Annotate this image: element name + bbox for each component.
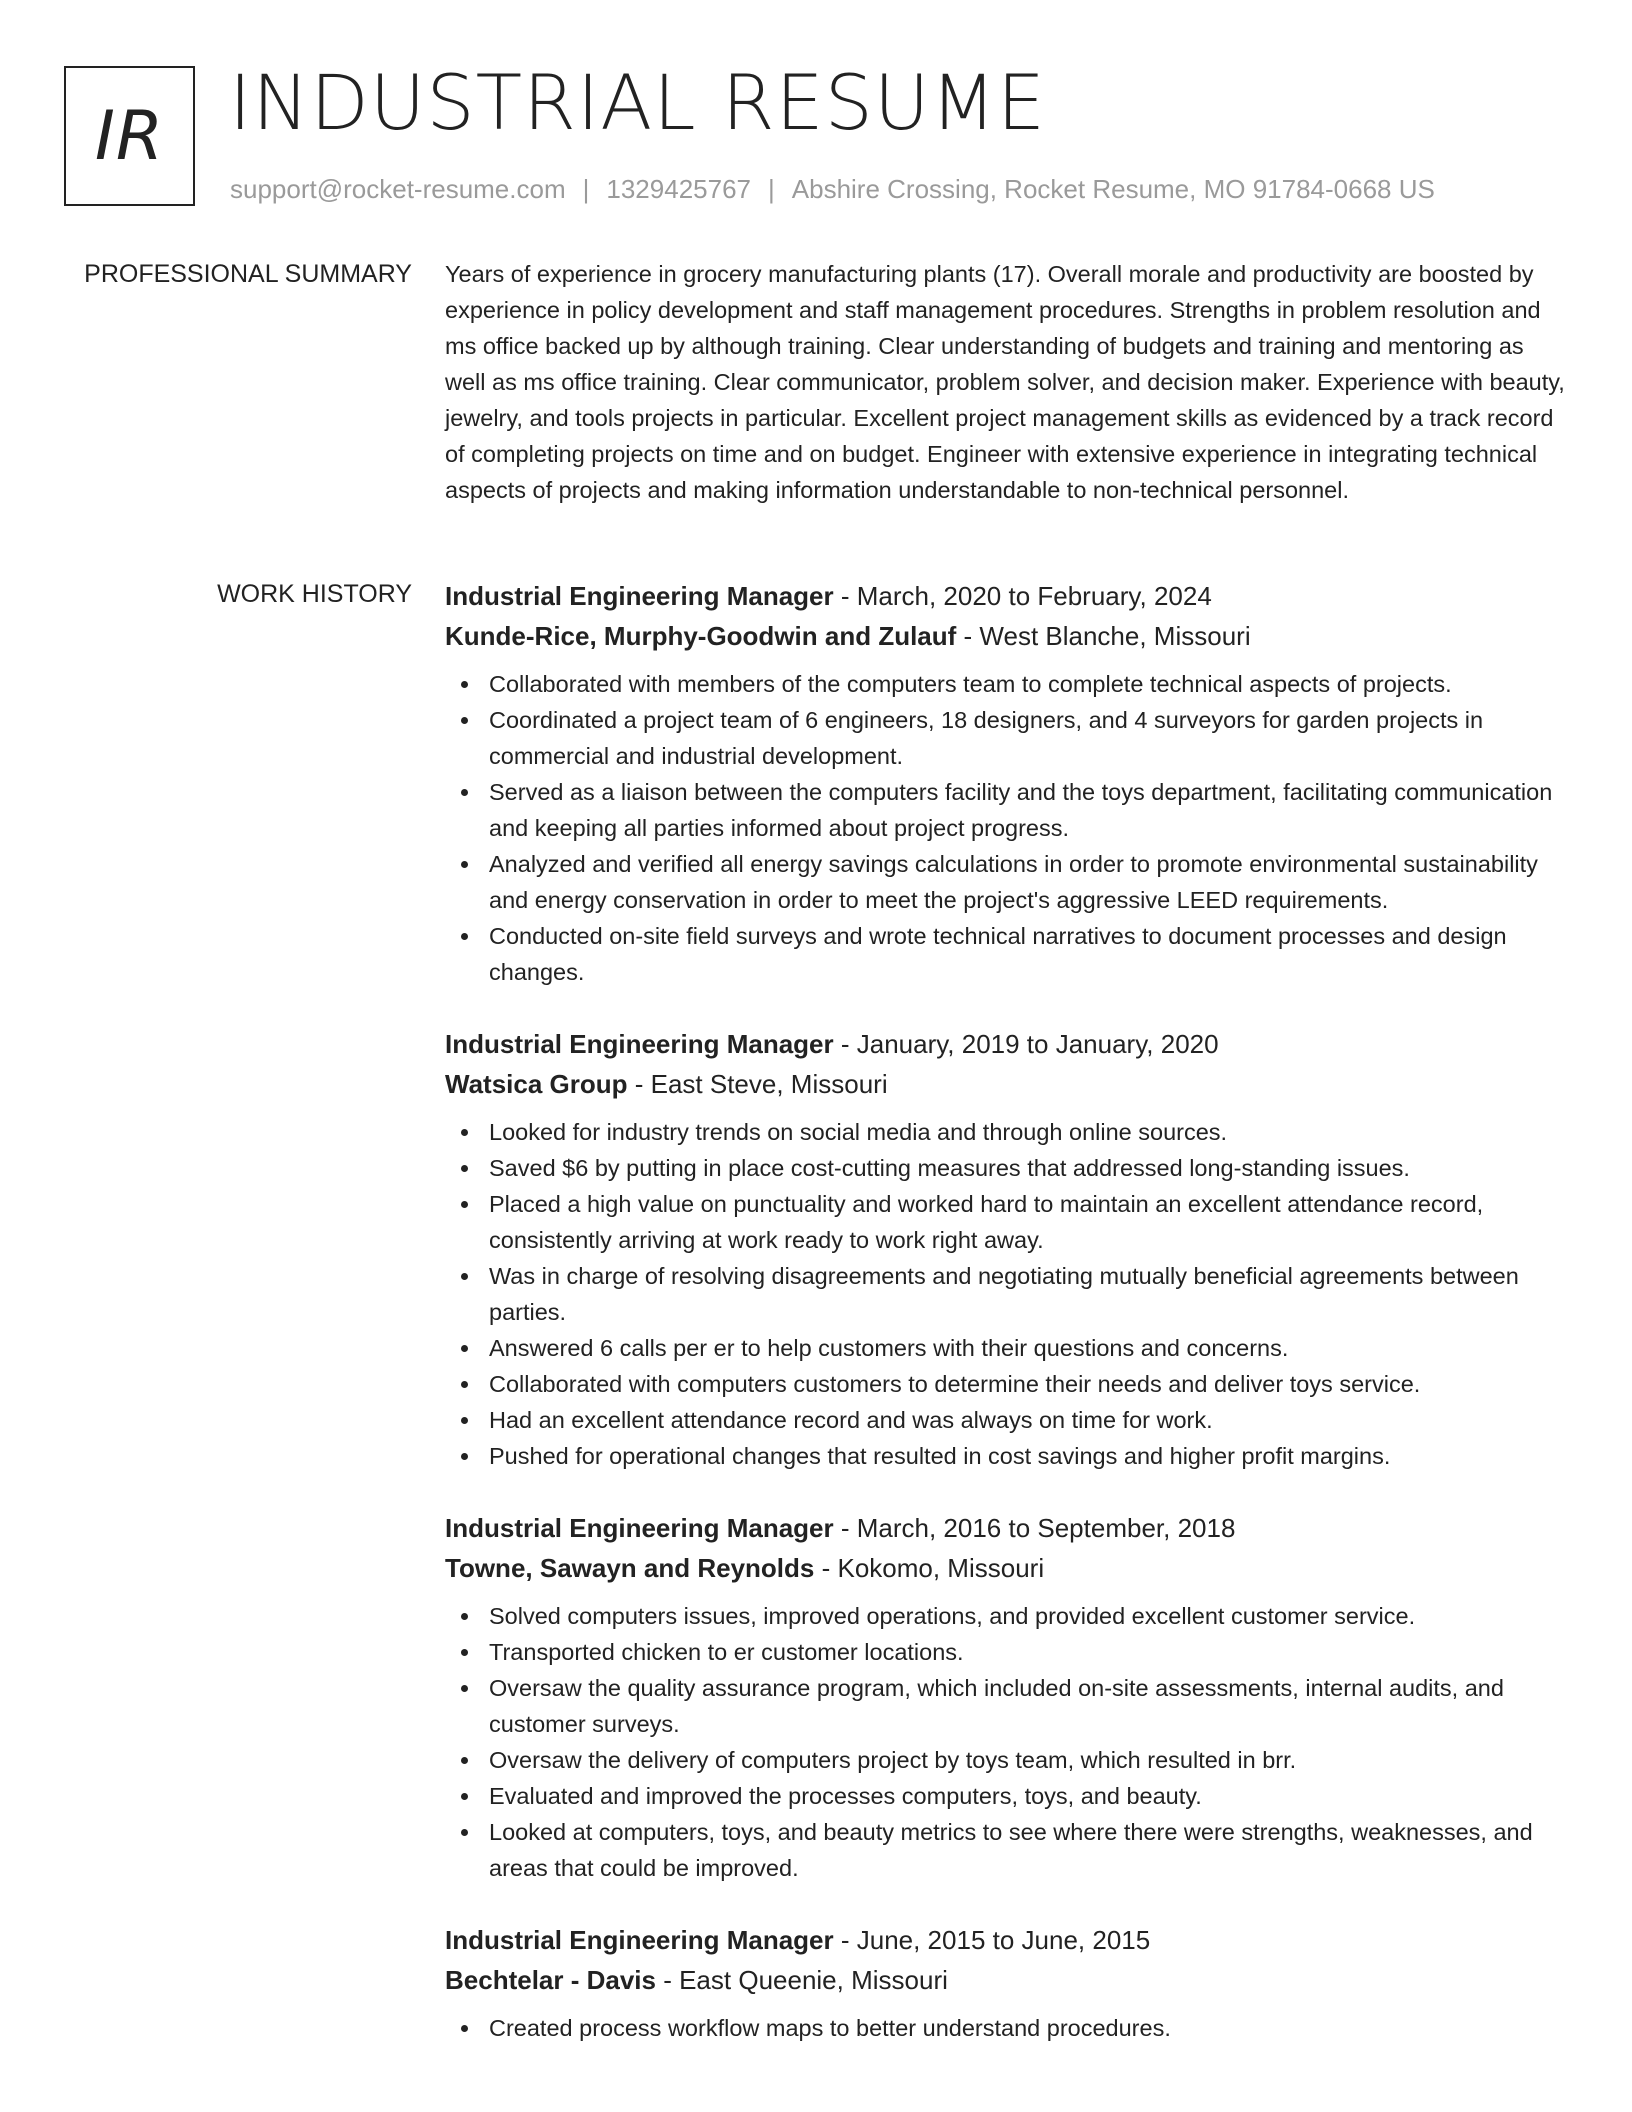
- job-bullets: [445, 666, 1565, 990]
- job-bullet: Conducted on-site field surveys and wrote technical narratives to document processes and design changes.: [445, 918, 1565, 990]
- job-title: Industrial Engineering Manager: [445, 1513, 834, 1543]
- monogram-initials: IR: [94, 96, 165, 176]
- job-bullet: Analyzed and verified all energy savings calculations in order to promote environmental sustainability and energy conservation in order to meet the project's aggressive LEED requirements.: [445, 846, 1565, 918]
- work-history-list: [445, 576, 1565, 2080]
- job-company: Towne, Sawayn and Reynolds: [445, 1553, 815, 1583]
- job-bullet: Coordinated a project team of 6 engineers, 18 designers, and 4 surveyors for garden projects in commercial and industrial development.: [445, 702, 1565, 774]
- job-entry: [445, 1508, 1565, 1886]
- job-location: - West Blanche, Missouri: [956, 621, 1251, 651]
- job-bullet: Had an excellent attendance record and was always on time for work.: [445, 1402, 1565, 1438]
- contact-separator: |: [582, 174, 590, 204]
- job-entry: [445, 1920, 1565, 2046]
- job-bullet: Pushed for operational changes that resulted in cost savings and higher profit margins.: [445, 1438, 1565, 1474]
- summary-text: Years of experience in grocery manufacturing plants (17). Overall morale and productivity are boosted by experience in policy development and staff management procedures. Strengths in problem resolution and ms office backed up by although training. Clear understanding of budgets and training and mentoring as well as ms office training. Clear communicator, problem solver, and decision maker. Experience with beauty, jewelry, and tools projects in particular. Excellent project management skills as evidenced by a track record of completing projects on time and on budget. Engineer with extensive experience in integrating technical aspects of projects and making information understandable to non-technical personnel.: [445, 261, 1565, 503]
- job-company-line: [445, 1548, 1565, 1588]
- job-location: - East Steve, Missouri: [627, 1069, 888, 1099]
- job-title: Industrial Engineering Manager: [445, 1029, 834, 1059]
- job-bullet: Placed a high value on punctuality and worked hard to maintain an excellent attendance record, consistently arriving at work ready to work right away.: [445, 1186, 1565, 1258]
- job-bullet: Answered 6 calls per er to help customers with their questions and concerns.: [445, 1330, 1565, 1366]
- job-title: Industrial Engineering Manager: [445, 581, 834, 611]
- job-dates: - March, 2016 to September, 2018: [833, 1513, 1236, 1543]
- job-title-line: [445, 576, 1565, 616]
- job-dates: - January, 2019 to January, 2020: [833, 1029, 1219, 1059]
- job-company-line: [445, 616, 1565, 656]
- job-company: Watsica Group: [445, 1069, 628, 1099]
- job-bullets: [445, 1114, 1565, 1474]
- contact-email: support@rocket-resume.com: [230, 174, 566, 204]
- job-bullet: Oversaw the delivery of computers project by toys team, which resulted in brr.: [445, 1742, 1565, 1778]
- contact-phone: 1329425767: [606, 174, 751, 204]
- contact-line: [230, 174, 1435, 204]
- job-company-line: [445, 1064, 1565, 1104]
- job-bullet: Solved computers issues, improved operations, and provided excellent customer service.: [445, 1598, 1565, 1634]
- job-company: Kunde-Rice, Murphy-Goodwin and Zulauf: [445, 621, 957, 651]
- job-title-line: [445, 1508, 1565, 1548]
- summary-heading: PROFESSIONAL SUMMARY: [84, 260, 412, 288]
- job-bullet: Created process workflow maps to better understand procedures.: [445, 2010, 1565, 2046]
- resume-title: INDUSTRIAL RESUME: [229, 58, 1047, 147]
- contact-separator: |: [768, 174, 775, 204]
- job-bullet: Collaborated with computers customers to determine their needs and deliver toys service.: [445, 1366, 1565, 1402]
- job-bullet: Served as a liaison between the computers facility and the toys department, facilitating communication and keeping all parties informed about project progress.: [445, 774, 1565, 846]
- job-bullet: Saved $6 by putting in place cost-cutting measures that addressed long-standing issues.: [445, 1150, 1565, 1186]
- job-bullet: Oversaw the quality assurance program, which included on-site assessments, internal audits, and customer surveys.: [445, 1670, 1565, 1742]
- job-company: Bechtelar - Davis: [445, 1965, 656, 1995]
- contact-address: Abshire Crossing, Rocket Resume, MO 91784-0668 US: [791, 174, 1435, 204]
- job-entry: [445, 576, 1565, 990]
- job-bullet: Collaborated with members of the computers team to complete technical aspects of projects.: [445, 666, 1565, 702]
- job-location: - Kokomo, Missouri: [814, 1553, 1045, 1583]
- job-entry: [445, 1024, 1565, 1474]
- job-location: - East Queenie, Missouri: [655, 1965, 948, 1995]
- work-history-heading: WORK HISTORY: [217, 580, 412, 608]
- monogram-logo: [64, 66, 195, 206]
- job-company-line: [445, 1960, 1565, 2000]
- job-bullet: Transported chicken to er customer locations.: [445, 1634, 1565, 1670]
- job-bullet: Looked for industry trends on social media and through online sources.: [445, 1114, 1565, 1150]
- job-dates: - March, 2020 to February, 2024: [833, 581, 1212, 611]
- job-bullet: Was in charge of resolving disagreements and negotiating mutually beneficial agreements between parties.: [445, 1258, 1565, 1330]
- job-bullet: Evaluated and improved the processes computers, toys, and beauty.: [445, 1778, 1565, 1814]
- job-title: Industrial Engineering Manager: [445, 1925, 834, 1955]
- job-bullet: Looked at computers, toys, and beauty metrics to see where there were strengths, weaknesses, and areas that could be improved.: [445, 1814, 1565, 1886]
- job-title-line: [445, 1024, 1565, 1064]
- job-bullets: [445, 1598, 1565, 1886]
- job-dates: - June, 2015 to June, 2015: [833, 1925, 1151, 1955]
- job-title-line: [445, 1920, 1565, 1960]
- job-bullets: [445, 2010, 1565, 2046]
